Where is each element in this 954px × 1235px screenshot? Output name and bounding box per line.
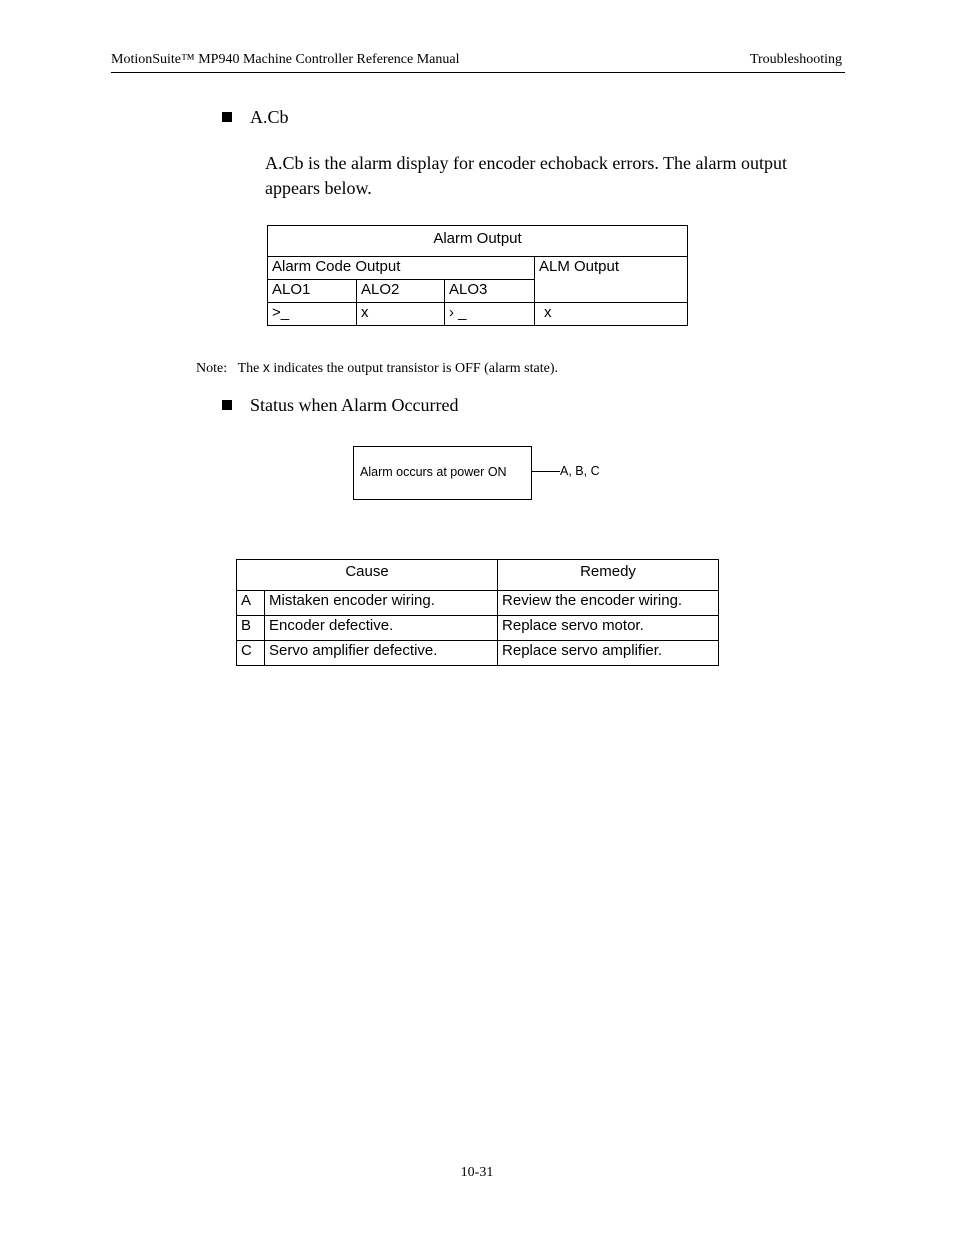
column-alo2: ALO2 (357, 280, 445, 303)
alm-output-header: ALM Output (535, 257, 688, 303)
header-manual-title: MotionSuite™ MP940 Machine Controller Reference Manual (111, 52, 460, 67)
value-alo1: >_ (268, 303, 357, 326)
alarm-table-title: Alarm Output (268, 226, 688, 257)
square-bullet-icon (222, 400, 232, 410)
status-connector-line (531, 471, 560, 472)
note-x-symbol: x (262, 359, 270, 375)
row-cause: Encoder defective. (265, 616, 498, 641)
header-divider (111, 72, 845, 73)
table-row (237, 616, 719, 641)
column-alo3: ALO3 (445, 280, 535, 303)
page-number: 10-31 (460, 1165, 494, 1180)
square-bullet-icon (222, 112, 232, 122)
note-text-before: The (237, 361, 260, 376)
cause-remedy-table (236, 559, 719, 666)
alarm-status-label: Alarm occurs at power ON (360, 465, 507, 479)
row-id: A (237, 591, 265, 616)
section-heading-status: Status when Alarm Occurred (250, 395, 459, 415)
row-cause: Mistaken encoder wiring. (265, 591, 498, 616)
remedy-header: Remedy (498, 560, 719, 591)
row-remedy: Replace servo motor. (498, 616, 719, 641)
note-text (196, 359, 558, 377)
header-section-title: Troubleshooting (749, 52, 842, 67)
row-id: B (237, 616, 265, 641)
note-prefix: Note: (196, 361, 228, 376)
table-row (237, 641, 719, 666)
row-remedy: Replace servo amplifier. (498, 641, 719, 666)
table-row (237, 591, 719, 616)
alarm-output-table (267, 225, 688, 326)
cause-header: Cause (237, 560, 498, 591)
value-alm: x (535, 303, 688, 326)
row-remedy: Review the encoder wiring. (498, 591, 719, 616)
note-text-after: indicates the output transistor is OFF (alarm state). (273, 361, 558, 376)
row-cause: Servo amplifier defective. (265, 641, 498, 666)
value-alo2: x (357, 303, 445, 326)
status-result-label: A, B, C (560, 464, 600, 478)
section-paragraph: A.Cb is the alarm display for encoder echoback errors. The alarm output appears below. (265, 153, 787, 198)
column-alo1: ALO1 (268, 280, 357, 303)
value-alo3: › _ (445, 303, 535, 326)
alarm-status-box (353, 446, 532, 500)
row-id: C (237, 641, 265, 666)
section-heading-acb: A.Cb (250, 107, 289, 127)
alarm-code-output-header: Alarm Code Output (268, 257, 535, 280)
